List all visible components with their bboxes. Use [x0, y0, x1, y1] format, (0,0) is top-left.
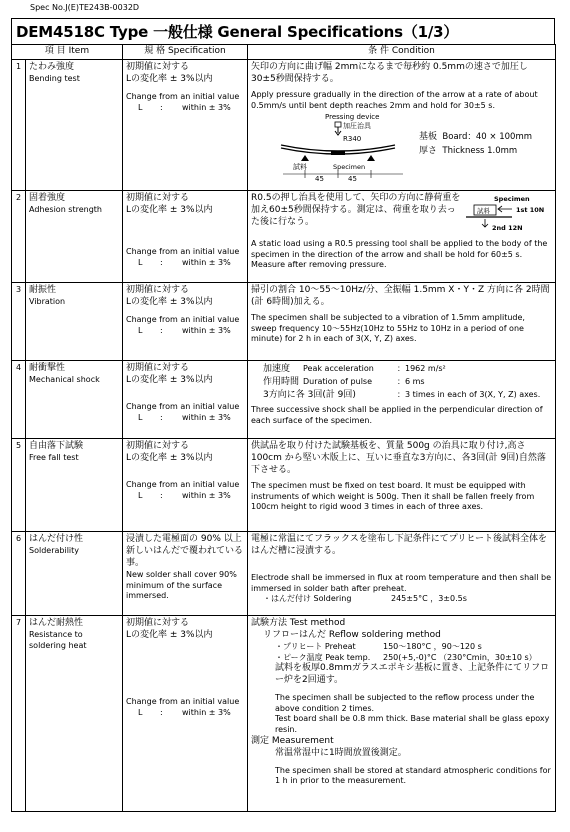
spec-en-colon: :	[160, 490, 163, 500]
condition-en: The specimen shall be subjected to a vibration of 1.5mm amplitude, sweep frequency 10～55Hz(10Hz to 55Hz to 10Hz in a period of one minute) for 2 h in each of 3(X, Y, Z) axes.	[251, 312, 525, 344]
condition-jp: 供試品を取り付けた試験基板を、質量 500g の治具に取り付け,高さ 100cm から堅い木版上に、互いに垂直な3方向に、各3回(計 9回)自然落下させる。	[251, 441, 546, 475]
fig-specimen-label: Specimen	[494, 195, 530, 203]
condition-cell	[248, 532, 556, 616]
board-jp: 基板	[419, 132, 438, 143]
fig-2nd-label: 2nd 12N	[492, 224, 523, 232]
table-row	[12, 616, 556, 812]
spec-cell	[123, 439, 248, 532]
spec-en: New solder shall cover 90% minimum of the surface immersed.	[126, 569, 237, 601]
item-name-jp: たわみ強度	[29, 62, 75, 72]
fig-sample-jp: 試料	[477, 207, 490, 215]
spec-jp-1: 初期値に対する	[126, 285, 190, 295]
spec-en-1: Change from an initial value	[126, 401, 240, 411]
fig-r-label: R340	[343, 135, 362, 144]
spec-en-l: L	[138, 102, 143, 112]
measurement-label: 測定 Measurement	[251, 735, 334, 746]
spec-en-value: within ± 3%	[182, 257, 231, 267]
reflow-en-1: The specimen shall be subjected to the reflow process under the above condition 2 times.	[275, 693, 535, 713]
table-row	[12, 191, 556, 283]
spec-en-colon: :	[160, 325, 163, 335]
table-row	[12, 361, 556, 439]
spec-jp: 浸漬した電極面の 90% 以上新しいはんだで覆われている事。	[126, 534, 244, 568]
spec-en-value: within ± 3%	[182, 412, 231, 422]
direction-value: ：3 times in each of 3(X, Y, Z) axes.	[397, 390, 541, 400]
measurement-en: The specimen shall be stored at standard atmospheric conditions for 1 h in prior to the measurement.	[275, 765, 551, 786]
fig-1st-label: 1st 10N	[516, 206, 545, 214]
item-name-en-1: Resistance to	[29, 629, 83, 639]
condition-en: Electrode shall be immersed in flux at room temperature and then shall be immersed in solder bath after preheat.	[251, 572, 552, 593]
item-name-en: Solderability	[29, 545, 80, 555]
item-name-en: Bending test	[29, 73, 80, 83]
item-name-jp: 自由落下試験	[29, 441, 84, 451]
spec-en-1: Change from an initial value	[126, 91, 240, 101]
condition-jp: 電極に常温にてフラックスを塗布し下記条件にてプリヒート後試料全体をはんだ槽に浸漬する。	[251, 534, 548, 556]
spec-en-l: L	[138, 490, 143, 500]
item-cell	[26, 439, 123, 532]
item-name-jp: はんだ耐熱性	[29, 618, 84, 628]
spec-table	[11, 44, 556, 812]
condition-en: Three successive shock shall be applied in the perpendicular direction of each surface of the specimen.	[251, 405, 543, 425]
spec-en-l: L	[138, 325, 143, 335]
measurement-jp: 常温常湿中に1時間放置後測定。	[275, 747, 407, 758]
condition-en: A static load using a R0.5 pressing tool shall be applied to the body of the specimen in the direction of the arrow and shall be hold for 60±5 s. Measure after removing pressure.	[251, 238, 548, 270]
column-header-spec: 規 格 Specification	[123, 45, 248, 60]
condition-jp: R0.5の押し治具を使用して、矢印の方向に静荷重を加え60±5秒間保持する。測定は、荷重を取り去った後に行なう。	[251, 193, 461, 227]
item-name-en: Mechanical shock	[29, 374, 100, 384]
column-header-item: 項 目 Item	[12, 45, 123, 60]
item-name-jp: 耐振性	[29, 285, 57, 295]
bending-diagram	[273, 111, 433, 181]
item-cell	[26, 283, 123, 361]
spec-jp-2: Lの変化率 ± 3%以内	[126, 204, 213, 215]
item-cell	[26, 191, 123, 283]
row-number: 3	[12, 283, 26, 361]
accel-en: Peak acceleration	[303, 364, 374, 373]
duration-jp: 作用時間	[263, 377, 300, 388]
condition-cell	[248, 191, 556, 283]
preheat-label: ・プリヒート Preheat	[275, 641, 356, 651]
adhesion-diagram	[462, 193, 552, 233]
peak-label: ・ピーク温度 Peak temp.	[275, 652, 371, 662]
spec-en-l: L	[138, 257, 143, 267]
peak-value: 250(+5,-0)°C （230°Cmin，30±10 s）	[383, 652, 537, 662]
spec-en-value: within ± 3%	[182, 490, 231, 500]
row-number: 1	[12, 60, 26, 191]
row-number: 5	[12, 439, 26, 532]
spec-jp-2: Lの変化率 ± 3%以内	[126, 374, 213, 385]
fig-jig-label: 加圧治具	[343, 122, 371, 131]
spec-jp-1: 初期値に対する	[126, 193, 190, 203]
spec-cell	[123, 60, 248, 191]
table-row	[12, 439, 556, 532]
item-name-en: Free fall test	[29, 452, 79, 462]
spec-en-colon: :	[160, 257, 163, 267]
item-name-jp: 固着強度	[29, 193, 66, 203]
spec-en-colon: :	[160, 707, 163, 717]
spec-cell	[123, 616, 248, 812]
fig-dim-right: 45	[348, 175, 357, 182]
row-number: 2	[12, 191, 26, 283]
spec-jp-2: Lの変化率 ± 3%以内	[126, 296, 213, 307]
fig-specimen-label: Specimen	[333, 163, 366, 172]
item-name-en: Adhesion strength	[29, 204, 102, 214]
spec-jp-1: 初期値に対する	[126, 441, 190, 451]
table-row	[12, 60, 556, 191]
fig-dim-left: 45	[315, 175, 324, 182]
item-cell	[26, 60, 123, 191]
row-number: 4	[12, 361, 26, 439]
preheat-value: 150～180°C ，90～120 s	[383, 641, 482, 651]
spec-en-colon: :	[160, 102, 163, 112]
item-name-jp: はんだ付け性	[29, 534, 84, 544]
item-cell	[26, 616, 123, 812]
board-info	[419, 131, 532, 158]
spec-cell	[123, 361, 248, 439]
spec-en-1: Change from an initial value	[126, 246, 240, 256]
soldering-label: ・はんだ付け Soldering	[263, 594, 352, 604]
item-name-jp: 耐衝撃性	[29, 363, 66, 373]
spec-en-value: within ± 3%	[182, 102, 231, 112]
document-title: DEM4518C Type 一般仕様 General Specifications（1/3）	[11, 18, 555, 44]
spec-en-value: within ± 3%	[182, 325, 231, 335]
bending-test-figure	[251, 111, 552, 181]
row-number: 6	[12, 532, 26, 616]
condition-cell	[248, 361, 556, 439]
item-name-en-2: soldering heat	[29, 640, 87, 650]
spec-en-1: Change from an initial value	[126, 479, 240, 489]
item-cell	[26, 361, 123, 439]
spec-jp-1: 初期値に対する	[126, 62, 190, 72]
row-number: 7	[12, 616, 26, 812]
accel-jp: 加速度	[263, 364, 291, 374]
spec-en-colon: :	[160, 412, 163, 422]
condition-en: Apply pressure gradually in the direction of the arrow at a rate of about 0.5mm/s until bent depth reaches 2mm and hold for 30±5 s.	[251, 89, 538, 110]
spec-cell	[123, 191, 248, 283]
board-jp: 試料を板厚0.8mmガラスエポキシ基板に置き、上記条件にてリフロー炉を2回通す。	[275, 663, 550, 686]
condition-cell	[248, 60, 556, 191]
item-cell	[26, 532, 123, 616]
table-row	[12, 283, 556, 361]
reflow-label: リフローはんだ Reflow soldering method	[263, 629, 441, 640]
spec-jp-2: Lの変化率 ± 3%以内	[126, 452, 213, 463]
condition-en: The specimen must be fixed on test board. It must be equipped with instruments of which weight is 500g. Then it shall be fallen freely from 100cm height to rigid wood 3 times in each of three axes.	[251, 480, 535, 512]
condition-cell	[248, 283, 556, 361]
fig-pressing-label: Pressing device	[325, 113, 380, 122]
condition-jp: 掃引の割合 10～55～10Hz/分、全振幅 1.5mm X・Y・Z 方向に各 2時間(計 6時間)加える。	[251, 285, 550, 307]
duration-value: ：6 ms	[397, 377, 425, 387]
item-name-en: Vibration	[29, 296, 66, 306]
reflow-en-2: Test board shall be 0.8 mm thick. Base material shall be glass epoxy resin.	[275, 714, 550, 734]
table-header-row	[12, 45, 556, 60]
condition-cell	[248, 616, 556, 812]
direction-jp: 3方向に各 3回(計 9回)	[263, 390, 356, 401]
spec-en-value: within ± 3%	[182, 707, 231, 717]
duration-en: Duration of pulse	[303, 377, 373, 387]
spec-number: Spec No.J(E)TE243B-0032D	[30, 3, 140, 12]
board-en: Board：40 × 100mm	[442, 132, 533, 143]
spec-en-1: Change from an initial value	[126, 314, 240, 324]
spec-jp-1: 初期値に対する	[126, 363, 190, 373]
fig-sample-jp: 試料	[293, 163, 307, 172]
spec-cell	[123, 532, 248, 616]
spec-en-l: L	[138, 412, 143, 422]
table-row	[12, 532, 556, 616]
column-header-condition: 条 件 Condition	[248, 45, 556, 60]
thickness-en: Thickness 1.0mm	[442, 145, 518, 156]
spec-jp-2: Lの変化率 ± 3%以内	[126, 73, 213, 84]
condition-cell	[248, 439, 556, 532]
accel-value: ：1962 m/s²	[397, 364, 446, 373]
thickness-jp: 厚さ	[419, 145, 438, 156]
spec-cell	[123, 283, 248, 361]
spec-jp-1: 初期値に対する	[126, 618, 190, 628]
soldering-value: 245±5°C ，3±0.5s	[391, 594, 467, 604]
spec-en-1: Change from an initial value	[126, 696, 240, 706]
spec-en-l: L	[138, 707, 143, 717]
test-method-label: 試験方法 Test method	[251, 618, 346, 628]
spec-jp-2: Lの変化率 ± 3%以内	[126, 629, 213, 640]
condition-jp: 矢印の方向に曲げ幅 2mmになるまで毎秒約 0.5mmの速さで加圧し 30±5秒間保持する。	[251, 62, 528, 84]
